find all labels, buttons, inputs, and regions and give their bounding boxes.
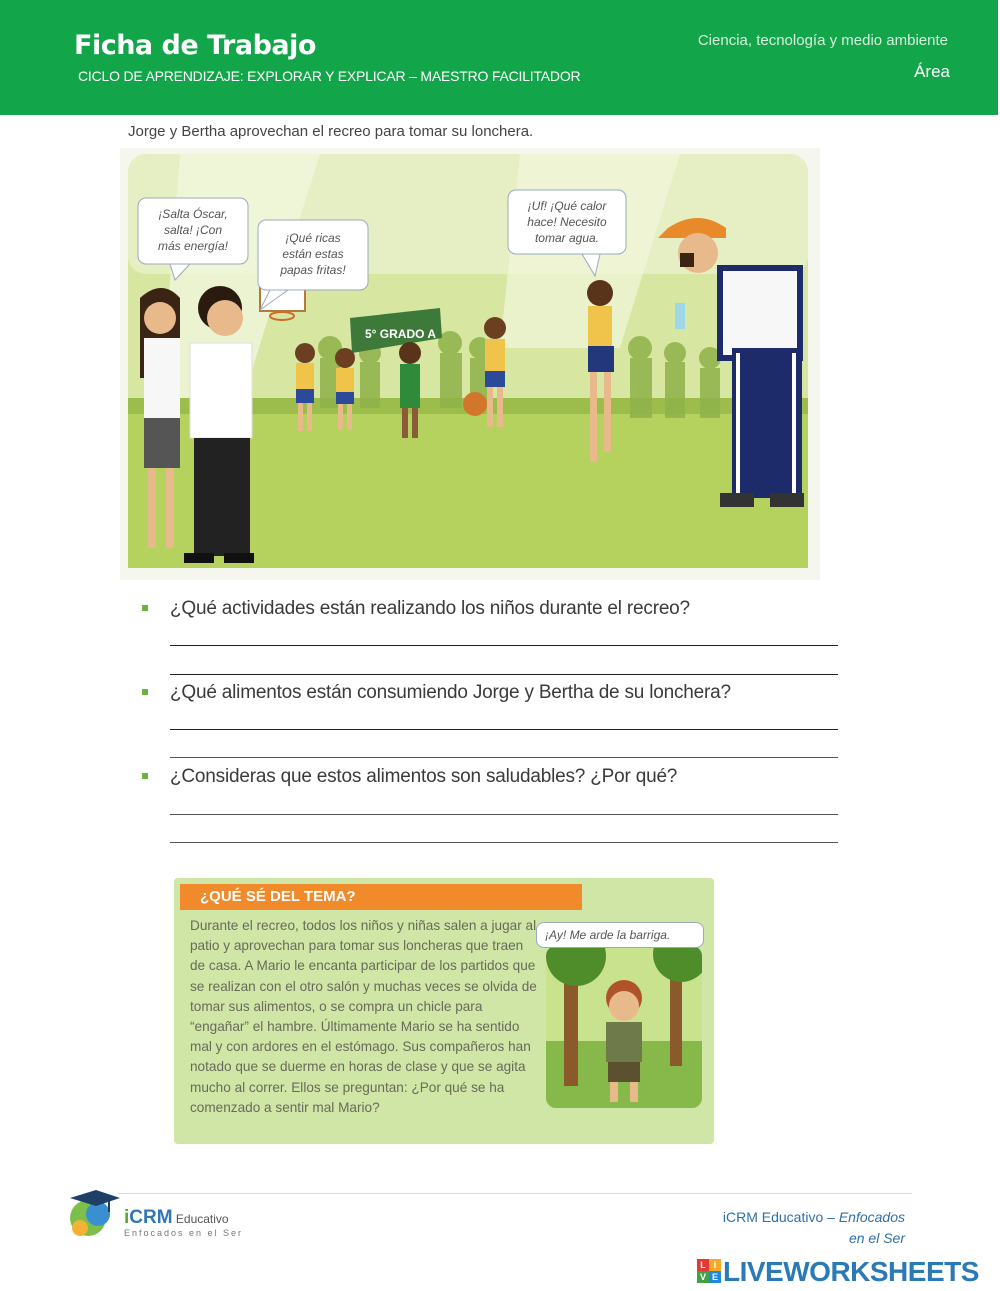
info-box-heading-bar bbox=[180, 884, 582, 910]
bubble-2-line-3: papas fritas! bbox=[280, 263, 346, 277]
worksheet-subtitle: CICLO DE APRENDIZAJE: EXPLORAR Y EXPLICAR – MAESTRO FACILITADOR bbox=[78, 68, 581, 84]
question-2-answer-line-2[interactable] bbox=[170, 757, 838, 758]
banner-text: 5° GRADO A bbox=[365, 327, 437, 341]
question-3-text: ¿Consideras que estos alimentos son saludables? ¿Por qué? bbox=[170, 766, 678, 787]
info-box-heading: ¿QUÉ SÉ DEL TEMA? bbox=[200, 888, 356, 905]
credit-line-1: iCRM Educativo – bbox=[722, 1209, 839, 1225]
bubble-1-line-1: ¡Salta Óscar, bbox=[158, 207, 228, 221]
icrm-logo-icon bbox=[62, 1188, 122, 1242]
mario-speech-text: ¡Ay! Me arde la barriga. bbox=[545, 928, 671, 942]
question-2-answer-line-1[interactable] bbox=[170, 729, 838, 730]
question-1-text: ¿Qué actividades están realizando los niños durante el recreo? bbox=[170, 598, 690, 619]
question-1-answer-line-1[interactable] bbox=[170, 645, 838, 646]
question-3-answer-line-1[interactable] bbox=[170, 814, 838, 815]
recess-illustration bbox=[120, 148, 820, 580]
bubble-1-line-3: más energía! bbox=[157, 239, 229, 253]
worksheet-title: Ficha de Trabajo bbox=[74, 30, 316, 61]
footer-credit bbox=[723, 1207, 905, 1249]
badge-letter-v: V bbox=[697, 1271, 709, 1283]
question-3-bullet bbox=[142, 773, 148, 779]
bubble-2-line-2: están estas bbox=[282, 247, 344, 261]
footer-divider bbox=[118, 1193, 912, 1194]
question-2-bullet bbox=[142, 689, 148, 695]
area-label: Área bbox=[914, 62, 950, 81]
bubble-2-line-1: ¡Qué ricas bbox=[285, 231, 341, 245]
question-2-text: ¿Qué alimentos están consumiendo Jorge y Bertha de su lonchera? bbox=[170, 682, 731, 703]
brand-name bbox=[124, 1207, 229, 1229]
bubble-3-line-2: hace! Necesito bbox=[527, 215, 607, 229]
question-1-bullet bbox=[142, 605, 148, 611]
liveworksheets-badge-icon bbox=[697, 1259, 721, 1283]
credit-italic-1: Enfocados bbox=[838, 1209, 905, 1225]
liveworksheets-text: LIVEWORKSHEETS bbox=[723, 1256, 979, 1287]
bubble-3-line-3: tomar agua. bbox=[534, 231, 600, 245]
brand-crm: CRM bbox=[129, 1207, 173, 1228]
scene-caption: Jorge y Bertha aprovechan el recreo para tomar su lonchera. bbox=[128, 123, 534, 140]
question-1-answer-line-2[interactable] bbox=[170, 674, 838, 675]
mario-speech-bubble bbox=[536, 922, 704, 948]
mario-illustration bbox=[546, 946, 702, 1108]
brand-i: i bbox=[124, 1207, 130, 1228]
info-box bbox=[174, 878, 714, 1144]
subject-label: Ciencia, tecnología y medio ambiente bbox=[697, 32, 948, 49]
bubble-3-line-1: ¡Uf! ¡Qué calor bbox=[527, 199, 607, 213]
badge-letter-l: L bbox=[697, 1259, 709, 1271]
badge-letter-i: I bbox=[709, 1259, 721, 1271]
brand-tagline: Enfocados en el Ser bbox=[124, 1228, 244, 1238]
badge-letter-e: E bbox=[709, 1271, 721, 1283]
question-3-answer-line-2[interactable] bbox=[170, 842, 838, 843]
info-box-text: Durante el recreo, todos los niños y niñas salen a jugar al patio y aprovechan para tomar sus loncheras que traen de casa. A Mario le encanta participar de los partidos que se realizan con el otro salón y muchas veces se olvida de tomar sus alimentos, o se compra un chicle para “engañar” el hambre. Últimamente Mario se ha sentido mal y con ardores en el estómago. Sus compañeros han notado que se duerme en horas de clase y que se agita mucho al correr. Ellos se preguntan: ¿Por qué se ha comenzado a sentir mal Mario? bbox=[190, 918, 537, 1115]
bubble-1-line-2: salta! ¡Con bbox=[163, 223, 223, 237]
brand-educativo: Educativo bbox=[172, 1212, 229, 1226]
credit-italic-2: en el Ser bbox=[848, 1230, 905, 1246]
header-bar bbox=[0, 0, 998, 115]
